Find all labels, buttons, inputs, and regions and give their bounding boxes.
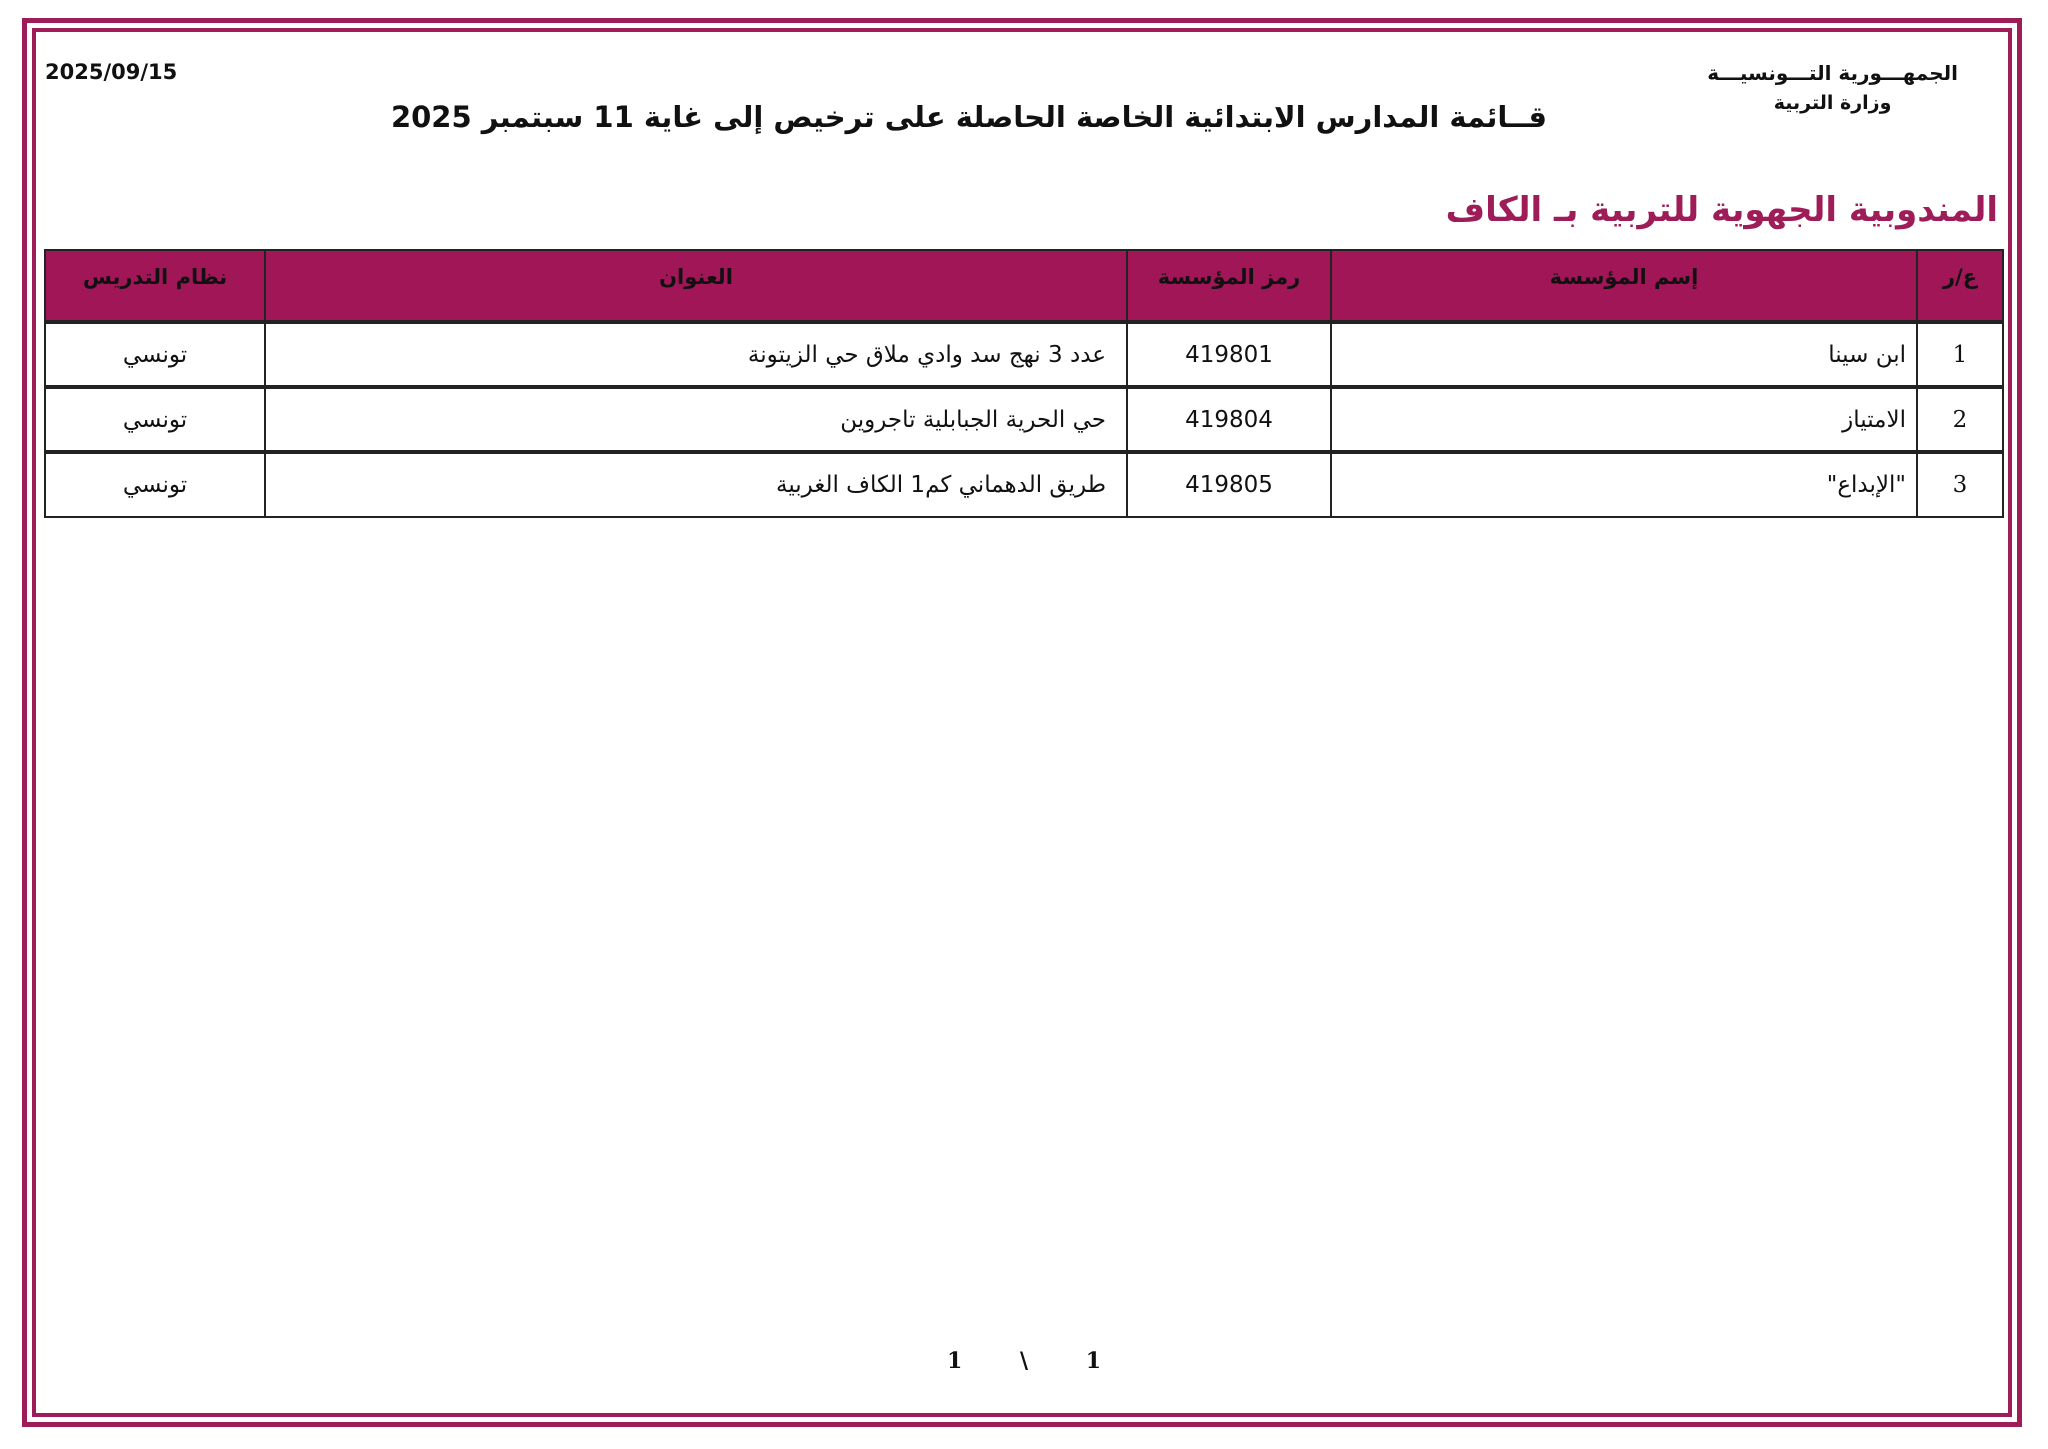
- region-heading: المندوبية الجهوية للتربية بـ الكاف: [1445, 190, 1998, 230]
- table-row: [45, 387, 2003, 452]
- document-date: 2025/09/15: [45, 60, 178, 84]
- column-header-name: إسم المؤسسة: [1331, 250, 1917, 322]
- column-header-code: رمز المؤسسة: [1127, 250, 1331, 322]
- document-title-wrapper: [0, 100, 2048, 134]
- table-header-row: [45, 250, 2003, 322]
- page-indicator: [0, 1348, 2048, 1374]
- school-code: 419805: [1127, 452, 1331, 517]
- page-current: 1: [946, 1348, 963, 1374]
- page-total: 1: [1085, 1348, 1101, 1374]
- row-number: 2: [1917, 387, 2003, 452]
- school-address: طريق الدهماني كم1 الكاف الغربية: [265, 452, 1127, 517]
- column-header-num: ع/ر: [1917, 250, 2003, 322]
- row-number: 3: [1917, 452, 2003, 517]
- school-name: الامتياز: [1331, 387, 1917, 452]
- ministry-name: وزارة التربية: [1773, 92, 1892, 114]
- school-name: ابن سينا: [1331, 322, 1917, 387]
- teaching-system: تونسي: [45, 387, 265, 452]
- teaching-system: تونسي: [45, 322, 265, 387]
- school-address: عدد 3 نهج سد وادي ملاق حي الزيتونة: [265, 322, 1127, 387]
- row-number: 1: [1917, 322, 2003, 387]
- document-title: قــائمة المدارس الابتدائية الخاصة الحاصلة على ترخيص إلى غاية 11 سبتمبر 2025: [390, 100, 1548, 134]
- page-separator: \: [1019, 1348, 1029, 1374]
- column-header-address: العنوان: [265, 250, 1127, 322]
- school-code: 419801: [1127, 322, 1331, 387]
- schools-table: [44, 249, 2004, 518]
- school-address: حي الحرية الجبابلية تاجروين: [265, 387, 1127, 452]
- page-border-inner: [32, 28, 2012, 1417]
- teaching-system: تونسي: [45, 452, 265, 517]
- school-name: "الإبداع": [1331, 452, 1917, 517]
- table-row: [45, 322, 2003, 387]
- column-header-system: نظام التدريس: [45, 250, 265, 322]
- school-code: 419804: [1127, 387, 1331, 452]
- table-row: [45, 452, 2003, 517]
- republic-name: الجمهـــورية التـــونسيـــة: [1707, 61, 1958, 85]
